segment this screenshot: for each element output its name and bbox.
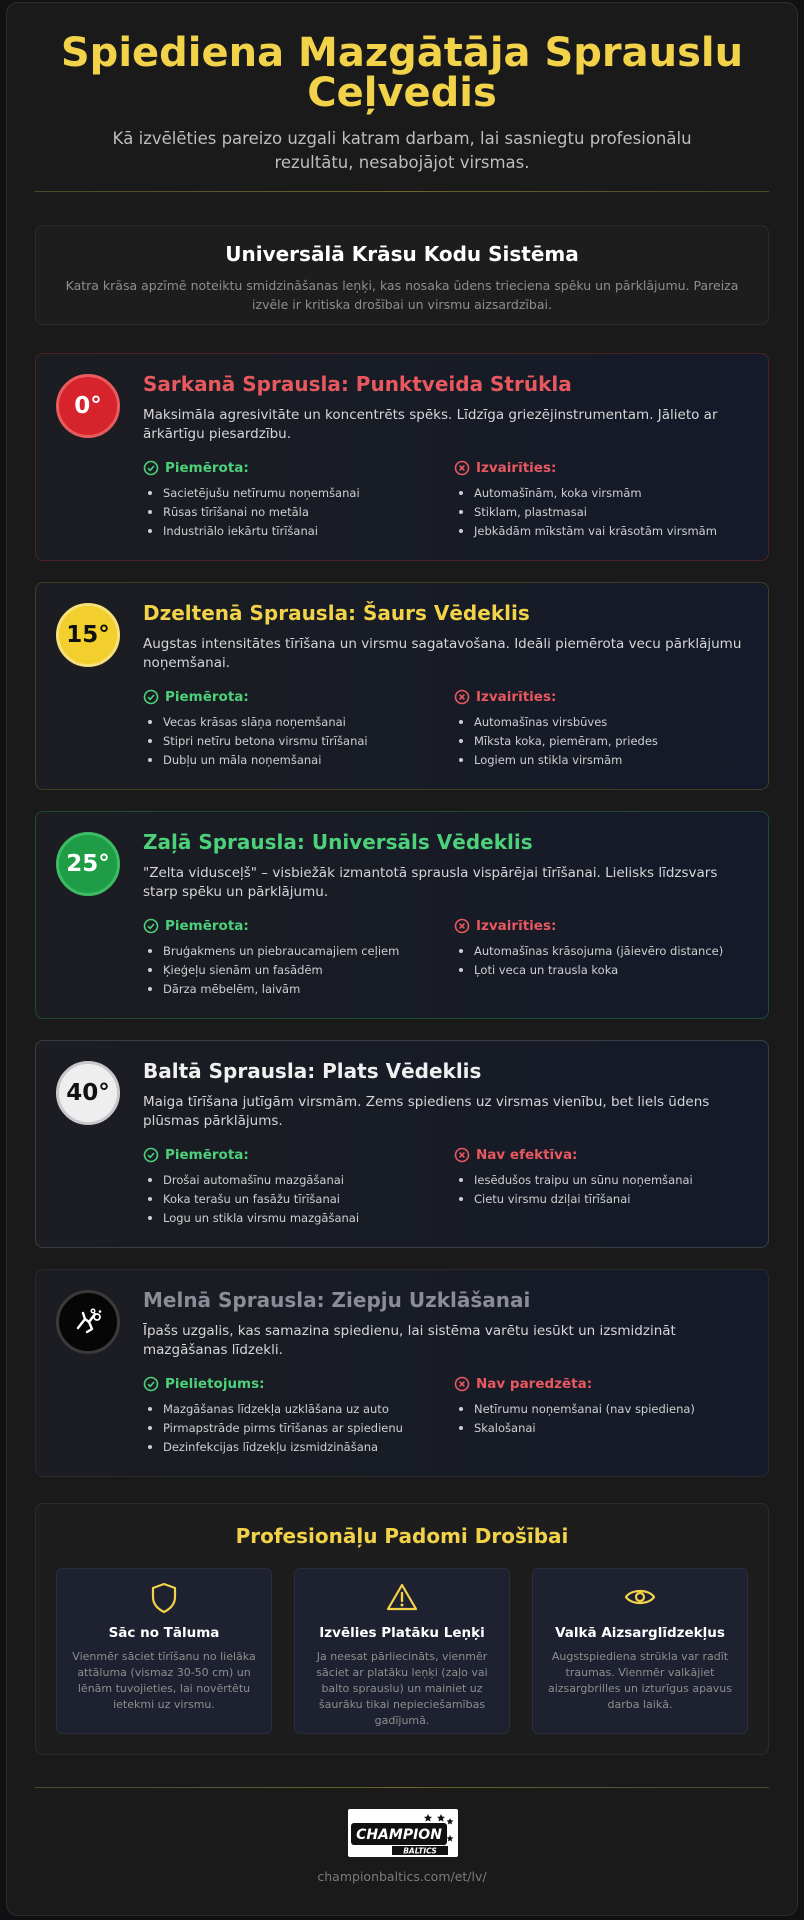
not-effective-header [454, 1147, 774, 1163]
suitable-list [143, 713, 443, 770]
list-item: Automašīnas virsbūves [454, 713, 774, 732]
x-circle-icon [454, 460, 470, 476]
nozzle-title: Melnā Sprausla: Ziepju Uzklāšanai [143, 1288, 531, 1312]
x-circle-icon [454, 918, 470, 934]
list-item: Dārza mēbelēm, laivām [143, 980, 443, 999]
eye-icon [623, 1581, 657, 1613]
nozzle-title: Dzeltenā Sprausla: Šaurs Vēdeklis [143, 601, 530, 625]
tip-card [294, 1568, 510, 1734]
suitable-column [143, 689, 443, 770]
tip-title: Izvēlies Platāku Leņķi [319, 1625, 485, 1641]
avoid-column [454, 460, 774, 541]
nozzle-badge-green: 25° [56, 832, 120, 896]
list-item: Skalošanai [454, 1419, 774, 1438]
list-item: Dubļu un māla noņemšanai [143, 751, 443, 770]
color-code-legend [35, 225, 769, 325]
nozzle-description: "Zelta vidusceļš" – visbiežāk izmantotā sprausla vispārējai tīrīšanai. Lielisks līdzsvars starp spēku un pārklājumu. [143, 865, 718, 900]
champion-baltics-logo[interactable] [348, 1809, 458, 1857]
tip-title: Sāc no Tāluma [108, 1625, 220, 1641]
suitable-list [143, 942, 443, 999]
nozzle-badge-red: 0° [56, 374, 120, 438]
legend-title: Universālā Krāsu Kodu Sistēma [225, 242, 579, 266]
list-item: Cietu virsmu dziļai tīrīšanai [454, 1190, 774, 1209]
avoid-header [454, 689, 774, 705]
avoid-column [454, 918, 774, 980]
list-item: Stiklam, plastmasai [454, 503, 774, 522]
avoid-header [454, 918, 774, 934]
usage-label: Pielietojums: [165, 1376, 265, 1392]
list-item: Logiem un stikla virsmām [454, 751, 774, 770]
x-circle-icon [454, 1147, 470, 1163]
list-item: Mīksta koka, piemēram, priedes [454, 732, 774, 751]
tips-title: Profesionāļu Padomi Drošībai [235, 1524, 569, 1548]
not-intended-header [454, 1376, 774, 1392]
usage-header [143, 1376, 443, 1392]
suitable-header [143, 918, 443, 934]
list-item: Automašīnas krāsojuma (jāievēro distance) [454, 942, 774, 961]
list-item: Rūsas tīrīšanai no metāla [143, 503, 443, 522]
list-item: Logu un stikla virsmu mazgāšanai [143, 1209, 443, 1228]
avoid-label: Izvairīties: [476, 689, 557, 705]
logo-text: CHAMPION [356, 1827, 442, 1843]
not-effective-label: Nav efektīva: [476, 1147, 578, 1163]
shield-icon [149, 1581, 179, 1615]
soap-spray-icon [71, 1305, 105, 1339]
avoid-list [454, 713, 774, 770]
avoid-label: Izvairīties: [476, 460, 557, 476]
page-title: Spiediena Mazgātāja Sprauslu Ceļvedis [60, 30, 744, 116]
list-item: Koka terašu un fasāžu tīrīšanai [143, 1190, 443, 1209]
list-item: Bruģakmens un piebraucamajiem ceļiem [143, 942, 443, 961]
tip-description: Ja neesat pārliecināts, vienmēr sāciet ar platāku leņķi (zaļo vai balto sprauslu) un mainiet uz šaurāku tikai nepieciešamības gadījumā. [316, 1650, 488, 1727]
list-item: Mazgāšanas līdzekļa uzklāšana uz auto [143, 1400, 443, 1419]
nozzle-description: Maiga tīrīšana jutīgām virsmām. Zems spiediens uz virsmas vienību, bet liels ūdens plūsmas pārklājums. [143, 1094, 710, 1129]
suitable-header [143, 460, 443, 476]
list-item: Industriālo iekārtu tīrīšanai [143, 522, 443, 541]
check-circle-icon [143, 918, 159, 934]
nozzle-card-yellow [35, 582, 769, 790]
list-item: Ļoti veca un trausla koka [454, 961, 774, 980]
suitable-label: Piemērota: [165, 1147, 249, 1163]
suitable-label: Piemērota: [165, 918, 249, 934]
header-divider [35, 191, 769, 192]
usage-list [143, 1400, 443, 1457]
usage-column [143, 1376, 443, 1457]
tip-card [532, 1568, 748, 1734]
list-item: Sacietējušu netīrumu noņemšanai [143, 484, 443, 503]
nozzle-card-red [35, 353, 769, 561]
nozzle-title: Sarkanā Sprausla: Punktveida Strūkla [143, 372, 572, 396]
not-effective-list [454, 1171, 774, 1209]
page-subtitle: Kā izvēlēties pareizo uzgali katram darbam, lai sasniegtu profesionālu rezultātu, nesabojājot virsmas. [112, 129, 692, 172]
x-circle-icon [454, 1376, 470, 1392]
check-circle-icon [143, 689, 159, 705]
warning-icon [385, 1581, 419, 1613]
logo-subtext: BALTICS [403, 1846, 437, 1856]
avoid-label: Izvairīties: [476, 918, 557, 934]
nozzle-description: Maksimāla agresivitāte un koncentrēts spēks. Līdzīga griezējinstrumentam. Jālieto ar ārkārtīgu piesardzību. [143, 407, 718, 442]
tip-description: Vienmēr sāciet tīrīšanu no lielāka attāluma (vismaz 30-50 cm) un lēnām tuvojieties, lai novērtētu ietekmi uz virsmu. [72, 1650, 256, 1711]
nozzle-badge-yellow: 15° [56, 603, 120, 667]
nozzle-title: Zaļā Sprausla: Universāls Vēdeklis [143, 830, 533, 854]
list-item: Automašīnām, koka virsmām [454, 484, 774, 503]
not-intended-list [454, 1400, 774, 1438]
tip-description: Augstspiediena strūkla var radīt traumas. Vienmēr valkājiet aizsargbrilles un izturīgus apavus darba laikā. [547, 1650, 732, 1711]
list-item: Iesēdušos traipu un sūnu noņemšanai [454, 1171, 774, 1190]
avoid-list [454, 942, 774, 980]
list-item: Drošai automašīnu mazgāšanai [143, 1171, 443, 1190]
nozzle-card-green [35, 811, 769, 1019]
suitable-column [143, 1147, 443, 1228]
footer-divider [35, 1787, 769, 1788]
tip-title: Valkā Aizsarglīdzekļus [555, 1625, 725, 1641]
infographic-page [6, 2, 798, 1916]
suitable-list [143, 484, 443, 541]
list-item: Jebkādām mīkstām vai krāsotām virsmām [454, 522, 774, 541]
list-item: Stipri netīru betona virsmu tīrīšanai [143, 732, 443, 751]
suitable-header [143, 1147, 443, 1163]
nozzle-description: Īpašs uzgalis, kas samazina spiedienu, lai sistēma varētu iesūkt un izsmidzināt mazgāšanas līdzekli. [143, 1323, 676, 1358]
avoid-list [454, 484, 774, 541]
suitable-header [143, 689, 443, 705]
list-item: Dezinfekcijas līdzekļu izsmidzināšana [143, 1438, 443, 1457]
nozzle-badge-white: 40° [56, 1061, 120, 1125]
legend-description: Katra krāsa apzīmē noteiktu smidzināšanas leņķi, kas nosaka ūdens trieciena spēku un pārklājumu. Pareiza izvēle ir kritiska drošībai un virsmu aizsardzībai. [65, 278, 739, 312]
list-item: Vecas krāsas slāņa noņemšanai [143, 713, 443, 732]
not-intended-label: Nav paredzēta: [476, 1376, 593, 1392]
avoid-header [454, 460, 774, 476]
nozzle-card-white [35, 1040, 769, 1248]
nozzle-description: Augstas intensitātes tīrīšana un virsmu sagatavošana. Ideāli piemērota vecu pārklājumu noņemšanai. [143, 636, 742, 671]
list-item: Pirmapstrāde pirms tīrīšanas ar spiedienu [143, 1419, 443, 1438]
nozzle-badge-black [56, 1290, 120, 1354]
not-intended-column [454, 1376, 774, 1438]
list-item: Ķieģeļu sienām un fasādēm [143, 961, 443, 980]
suitable-list [143, 1171, 443, 1228]
suitable-label: Piemērota: [165, 689, 249, 705]
check-circle-icon [143, 1147, 159, 1163]
tip-card [56, 1568, 272, 1734]
avoid-column [454, 689, 774, 770]
nozzle-card-black [35, 1269, 769, 1477]
nozzle-title: Baltā Sprausla: Plats Vēdeklis [143, 1059, 482, 1083]
footer-link[interactable]: championbaltics.com/et/lv/ [317, 1869, 487, 1884]
suitable-label: Piemērota: [165, 460, 249, 476]
suitable-column [143, 918, 443, 999]
check-circle-icon [143, 460, 159, 476]
not-effective-column [454, 1147, 774, 1209]
suitable-column [143, 460, 443, 541]
x-circle-icon [454, 689, 470, 705]
list-item: Netīrumu noņemšanai (nav spiediena) [454, 1400, 774, 1419]
safety-tips-section [35, 1503, 769, 1755]
check-circle-icon [143, 1376, 159, 1392]
